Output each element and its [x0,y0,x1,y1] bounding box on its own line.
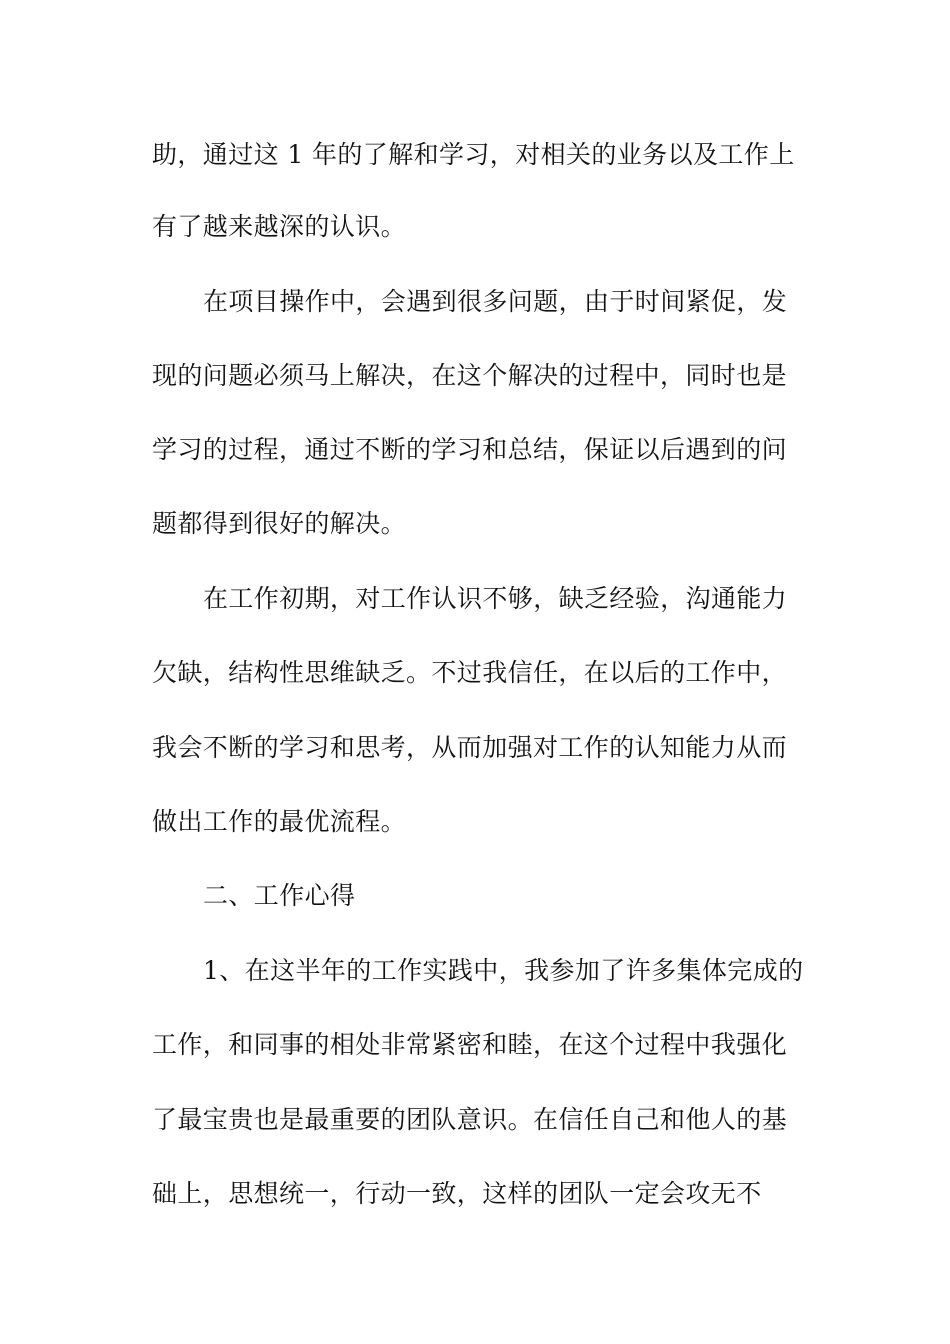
paragraph-line: 做出工作的最优流程。 [152,807,407,836]
paragraph-line: 学习的过程，通过不断的学习和总结，保证以后遇到的问 [152,435,788,464]
paragraph-line: 我会不断的学习和思考，从而加强对工作的认知能力从而 [152,733,788,762]
paragraph-line: 了最宝贵也是最重要的团队意识。在信任自己和他人的基 [152,1105,788,1134]
paragraph-line: 助，通过这 1 年的了解和学习，对相关的业务以及工作上 [152,140,795,169]
section-heading: 二、工作心得 [203,881,356,910]
paragraph-line: 题都得到很好的解决。 [152,509,407,538]
paragraph-line: 础上，思想统一，行动一致，这样的团队一定会攻无不 [152,1179,762,1208]
paragraph-line: 在工作初期，对工作认识不够，缺乏经验，沟通能力 [203,584,788,613]
paragraph-line: 现的问题必须马上解决，在这个解决的过程中，同时也是 [152,361,788,390]
paragraph-line: 有了越来越深的认识。 [152,212,407,241]
paragraph-line: 1、在这半年的工作实践中，我参加了许多集体完成的 [203,956,804,985]
paragraph-line: 欠缺，结构性思维缺乏。不过我信任，在以后的工作中， [152,658,788,687]
paragraph-line: 工作，和同事的相处非常紧密和睦，在这个过程中我强化 [152,1030,788,1059]
paragraph-line: 在项目操作中，会遇到很多问题，由于时间紧促，发 [203,287,788,316]
